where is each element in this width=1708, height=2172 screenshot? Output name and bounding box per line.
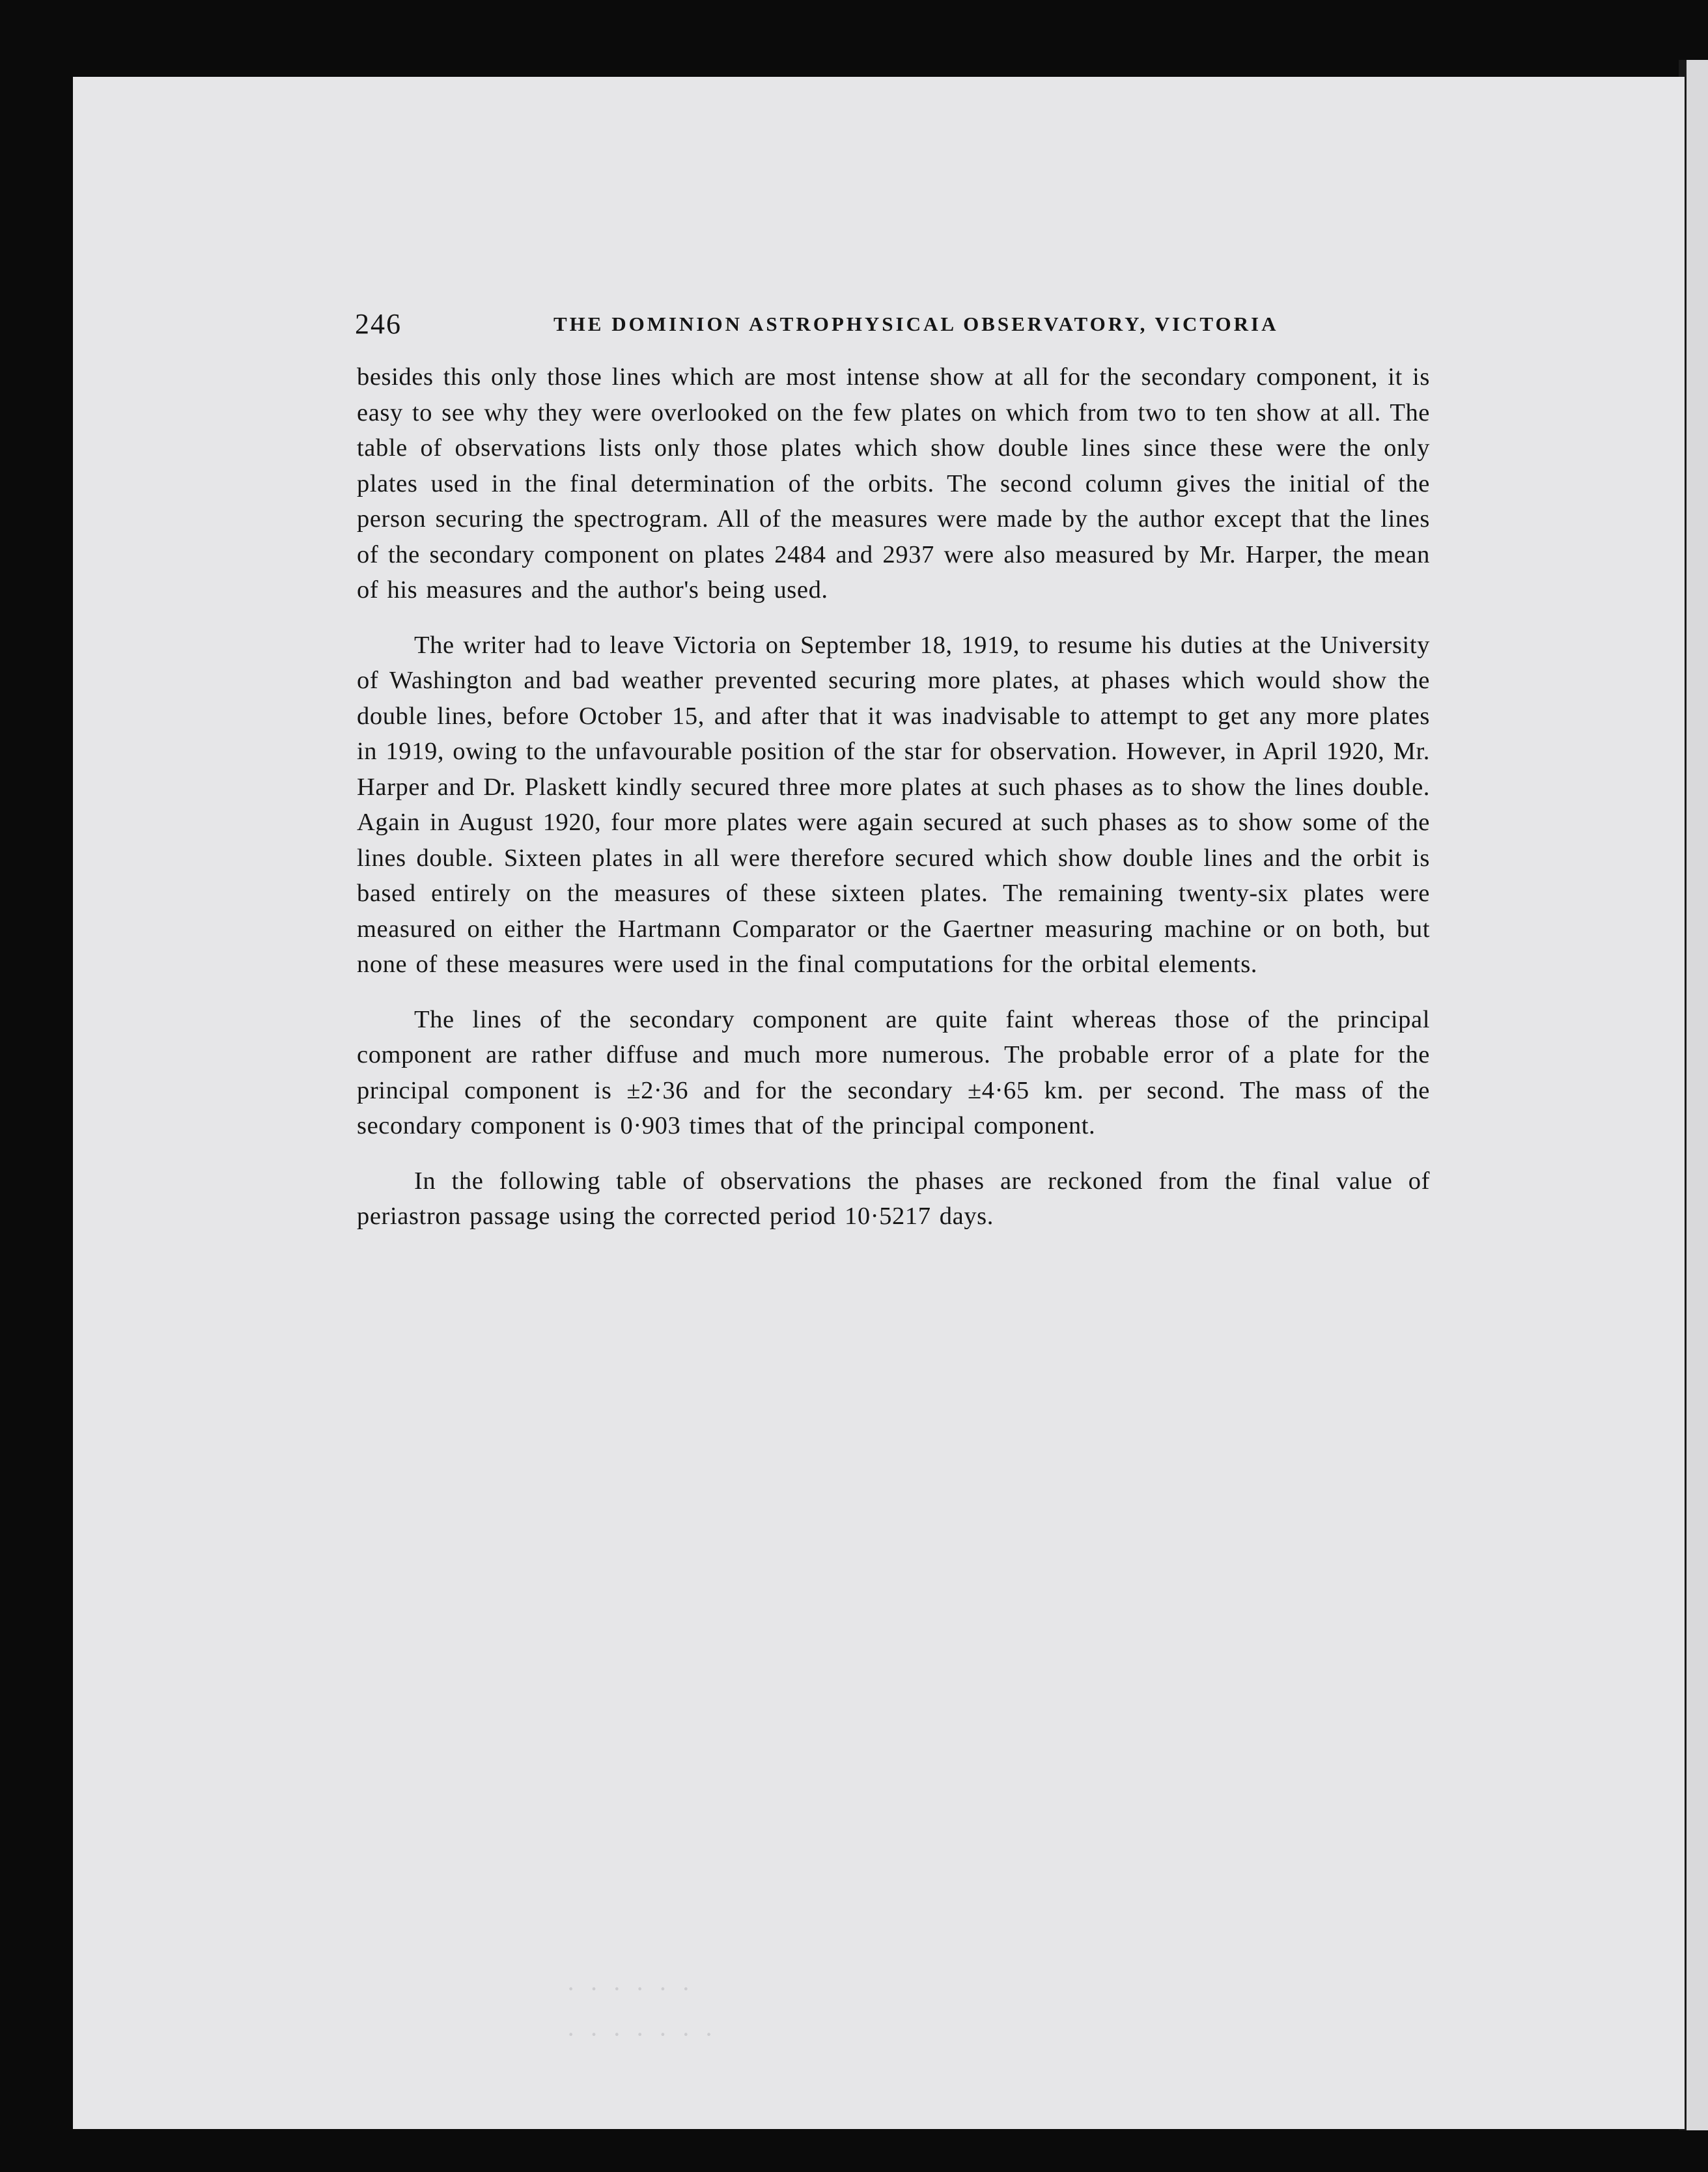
paragraph-writer-departure: The writer had to leave Victoria on September 18, 1919, to resume his duties at the University of Washington and bad weather prevented securing more plates, at phases which would show the double lines, before October 15, and after that it was inadvisable to attempt to get any more plates in 1919, owing to the unfavourable position of the star for observation. However, in April 1920, Mr. Harper and Dr. Plaskett kindly secured three more plates at such phases as to show the lines double. Again in August 1920, four more plates were again secured at such phases as to show some of the lines double. Sixteen plates in all were therefore secured which show double lines and the orbit is based entirely on the measures of these sixteen plates. The remaining twenty-six plates were measured on either the Hartmann Comparator or the Gaertner measuring machine or on both, but none of these measures were used in the final computations for the orbital elements. bbox=[357, 631, 1430, 978]
paragraph-phases: In the following table of observations the phases are reckoned from the final value of periastron passage using the corrected period 10·5217 days. bbox=[357, 1167, 1430, 1230]
header-title: THE DOMINION ASTROPHYSICAL OBSERVATORY, VICTORIA bbox=[553, 313, 1279, 335]
paragraph-probable-error: The lines of the secondary component are quite faint whereas those of the principal component are rather diffuse and much more numerous. The probable error of a plate for the principal component is ±2·36 and for the secondary ±4·65 km. per second. The mass of the secondary component is 0·903 times that of the principal component. bbox=[357, 1005, 1430, 1139]
adjacent-page-edge bbox=[1687, 60, 1708, 2130]
faint-bleed-through-marks: · · · · · · · · · · · · · bbox=[567, 1974, 718, 2049]
running-header bbox=[355, 307, 1429, 344]
paragraph-continuation: besides this only those lines which are most intense show at all for the secondary component, it is easy to see why they were overlooked on the few plates on which from two to ten show at all. The table of observations lists only those plates which show double lines since these were the only plates used in the final determination of the orbits. The second column gives the initial of the person securing the spectrogram. All of the measures were made by the author except that the lines of the secondary component on plates 2484 and 2937 were also measured by Mr. Harper, the mean of his measures and the author's being used. bbox=[357, 363, 1430, 604]
body-text bbox=[357, 359, 1430, 1254]
page-number: 246 bbox=[355, 308, 402, 340]
